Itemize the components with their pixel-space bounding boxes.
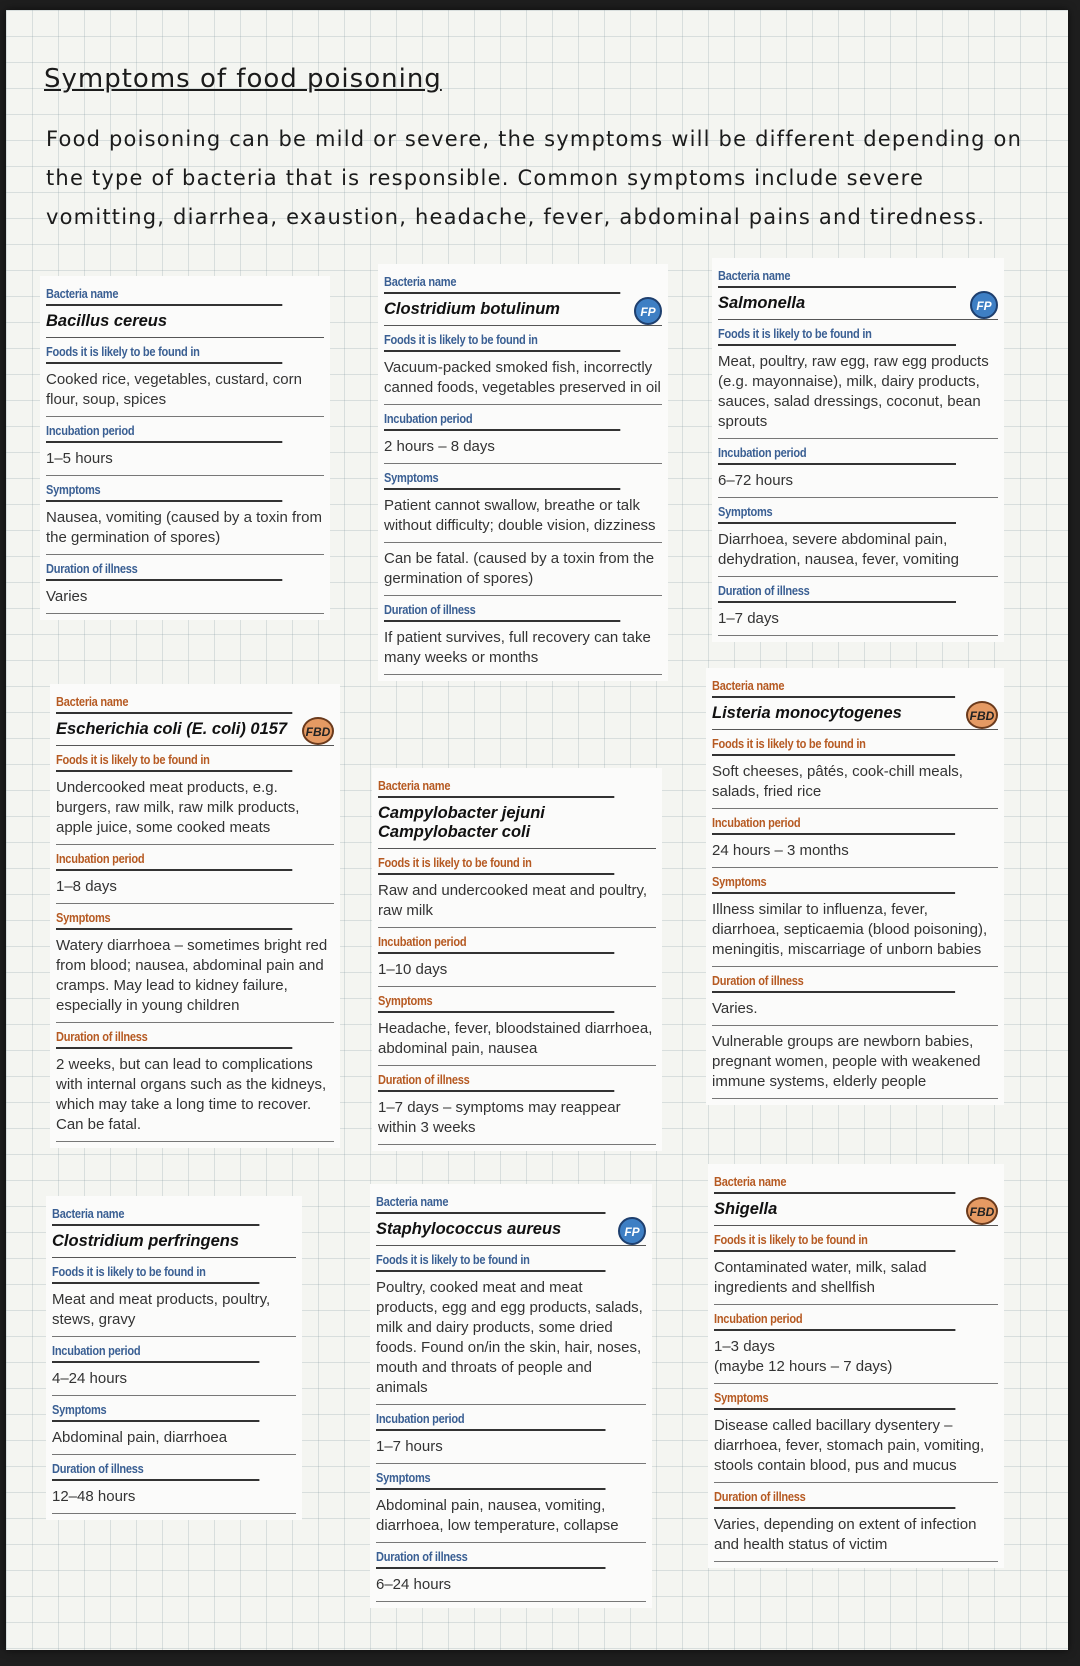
foods-value: Meat, poultry, raw egg, raw egg products (e.g. mayonnaise), milk, dairy products, sauces, salad dressings, coconut, bean sprouts bbox=[718, 346, 998, 439]
duration-label: Duration of illness bbox=[46, 561, 282, 581]
foods-value: Cooked rice, vegetables, custard, corn flour, soup, spices bbox=[46, 364, 324, 417]
incubation-label: Incubation period bbox=[378, 934, 614, 954]
bacteria-name-text: Listeria monocytogenes bbox=[712, 704, 902, 722]
symptoms-value: Headache, fever, bloodstained diarrhoea, abdominal pain, nausea bbox=[378, 1013, 656, 1066]
symptoms-value: Diarrhoea, severe abdominal pain, dehydration, nausea, fever, vomiting bbox=[718, 524, 998, 577]
symptoms-value: Abdominal pain, nausea, vomiting, diarrhoea, low temperature, collapse bbox=[376, 1490, 646, 1543]
incubation-line: 2 hours – 8 days bbox=[384, 438, 495, 455]
incubation-value bbox=[714, 1331, 998, 1384]
bacteria-name-label: Bacteria name bbox=[52, 1206, 259, 1226]
duration-label: Duration of illness bbox=[378, 1072, 614, 1092]
incubation-line: 1–10 days bbox=[378, 961, 448, 978]
page-title: Symptoms of food poisoning bbox=[44, 64, 442, 94]
foods-label: Foods it is likely to be found in bbox=[384, 332, 620, 352]
incubation-value bbox=[378, 954, 656, 987]
bacteria-name-text: Staphylococcus aureus bbox=[376, 1220, 562, 1238]
duration-extra: Vulnerable groups are newborn babies, pregnant women, people with weakened immune systems, elderly people bbox=[712, 1026, 998, 1099]
symptoms-label: Symptoms bbox=[718, 504, 956, 524]
incubation-label: Incubation period bbox=[376, 1411, 606, 1431]
duration-label: Duration of illness bbox=[56, 1029, 292, 1049]
duration-value: 12–48 hours bbox=[52, 1481, 296, 1514]
foods-value: Poultry, cooked meat and meat products, egg and egg products, salads, milk and dairy products, some dried foods. Found on/in the skin, hair, noses, mouth and throats of people and animals bbox=[376, 1272, 646, 1405]
fp-badge: FP bbox=[970, 291, 998, 319]
foods-label: Foods it is likely to be found in bbox=[376, 1252, 606, 1272]
bacteria-card bbox=[378, 264, 668, 681]
symptoms-value: Abdominal pain, diarrhoea bbox=[52, 1422, 296, 1455]
foods-value: Vacuum-packed smoked fish, incorrectly canned foods, vegetables preserved in oil bbox=[384, 352, 662, 405]
bacteria-name bbox=[718, 288, 998, 320]
bacteria-name bbox=[56, 714, 334, 746]
foods-label: Foods it is likely to be found in bbox=[378, 855, 614, 875]
foods-value: Soft cheeses, pâtés, cook-chill meals, salads, fried rice bbox=[712, 756, 998, 809]
bacteria-name-text: Clostridium perfringens bbox=[52, 1232, 240, 1250]
symptoms-value: Disease called bacillary dysentery – diarrhoea, fever, stomach pain, vomiting, stools contain blood, pus and mucus bbox=[714, 1410, 998, 1483]
bacteria-name-label: Bacteria name bbox=[56, 694, 292, 714]
bacteria-name-text: Clostridium botulinum bbox=[384, 300, 560, 318]
incubation-label: Incubation period bbox=[714, 1311, 955, 1331]
foods-label: Foods it is likely to be found in bbox=[56, 752, 292, 772]
bacteria-name bbox=[714, 1194, 998, 1226]
symptoms-label: Symptoms bbox=[376, 1470, 606, 1490]
incubation-line: (maybe 12 hours – 7 days) bbox=[714, 1358, 893, 1375]
foods-label: Foods it is likely to be found in bbox=[714, 1232, 955, 1252]
bacteria-name-text: Escherichia coli (E. coli) 0157 bbox=[56, 720, 288, 738]
bacteria-name-label: Bacteria name bbox=[384, 274, 620, 294]
incubation-label: Incubation period bbox=[712, 815, 955, 835]
bacteria-name bbox=[712, 698, 998, 730]
duration-value: 1–7 days – symptoms may reappear within 3 weeks bbox=[378, 1092, 656, 1145]
duration-value: Varies, depending on extent of infection and health status of victim bbox=[714, 1509, 998, 1562]
bacteria-name-label: Bacteria name bbox=[718, 268, 956, 288]
incubation-label: Incubation period bbox=[46, 423, 282, 443]
foods-label: Foods it is likely to be found in bbox=[712, 736, 955, 756]
bacteria-card bbox=[712, 258, 1004, 642]
incubation-value bbox=[712, 835, 998, 868]
symptoms-value: Nausea, vomiting (caused by a toxin from the germination of spores) bbox=[46, 502, 324, 555]
incubation-value bbox=[376, 1431, 646, 1464]
symptoms-value: Patient cannot swallow, breathe or talk without difficulty; double vision, dizziness bbox=[384, 490, 662, 543]
bacteria-card bbox=[370, 1184, 652, 1608]
duration-value: Varies. bbox=[712, 993, 998, 1026]
foods-label: Foods it is likely to be found in bbox=[52, 1264, 259, 1284]
symptoms-label: Symptoms bbox=[378, 993, 614, 1013]
symptoms-label: Symptoms bbox=[56, 910, 292, 930]
foods-value: Undercooked meat products, e.g. burgers, raw milk, raw milk products, apple juice, some cooked meats bbox=[56, 772, 334, 845]
bacteria-card bbox=[46, 1196, 302, 1520]
bacteria-card bbox=[706, 668, 1004, 1105]
duration-value: 6–24 hours bbox=[376, 1569, 646, 1602]
incubation-value bbox=[718, 465, 998, 498]
bacteria-name-text: Salmonella bbox=[718, 294, 806, 312]
incubation-line: 24 hours – 3 months bbox=[712, 842, 849, 859]
symptoms-value: Watery diarrhoea – sometimes bright red from blood; nausea, abdominal pain and cramps. May lead to kidney failure, especially in young children bbox=[56, 930, 334, 1023]
foods-value: Raw and undercooked meat and poultry, raw milk bbox=[378, 875, 656, 928]
incubation-line: 1–8 days bbox=[56, 878, 117, 895]
bacteria-card bbox=[40, 276, 330, 620]
incubation-label: Incubation period bbox=[718, 445, 956, 465]
symptoms-label: Symptoms bbox=[46, 482, 282, 502]
incubation-line: 1–3 days bbox=[714, 1338, 775, 1355]
foods-label: Foods it is likely to be found in bbox=[718, 326, 956, 346]
incubation-value bbox=[56, 871, 334, 904]
duration-label: Duration of illness bbox=[384, 602, 620, 622]
bacteria-name-label: Bacteria name bbox=[378, 778, 614, 798]
incubation-value bbox=[52, 1363, 296, 1396]
incubation-line: 1–7 hours bbox=[376, 1438, 443, 1455]
foods-label: Foods it is likely to be found in bbox=[46, 344, 282, 364]
bacteria-name-label: Bacteria name bbox=[46, 286, 282, 306]
bacteria-name bbox=[46, 306, 324, 338]
symptoms-label: Symptoms bbox=[52, 1402, 259, 1422]
fbd-badge: FBD bbox=[966, 1197, 998, 1225]
incubation-value bbox=[384, 431, 662, 464]
incubation-label: Incubation period bbox=[52, 1343, 259, 1363]
duration-label: Duration of illness bbox=[376, 1549, 606, 1569]
duration-value: If patient survives, full recovery can take many weeks or months bbox=[384, 622, 662, 675]
incubation-line: 4–24 hours bbox=[52, 1370, 128, 1387]
fp-badge: FP bbox=[618, 1217, 646, 1245]
bacteria-name bbox=[384, 294, 662, 326]
incubation-line: 1–5 hours bbox=[46, 450, 113, 467]
bacteria-name-text: Bacillus cereus bbox=[46, 312, 168, 330]
symptoms-extra: Can be fatal. (caused by a toxin from the germination of spores) bbox=[384, 543, 662, 596]
bacteria-name-label: Bacteria name bbox=[714, 1174, 955, 1194]
duration-label: Duration of illness bbox=[712, 973, 955, 993]
duration-value: 2 weeks, but can lead to complications with internal organs such as the kidneys, which may take a long time to recover. Can be fatal. bbox=[56, 1049, 334, 1142]
fbd-badge: FBD bbox=[302, 717, 334, 745]
intro-paragraph: Food poisoning can be mild or severe, the symptoms will be different depending on the type of bacteria that is responsible. Common symptoms include severe vomitting, diarrhea, exaustion, headache, fever, abdominal pains and tiredness. bbox=[46, 127, 1023, 229]
bacteria-card bbox=[372, 768, 662, 1151]
bacteria-name-label: Bacteria name bbox=[712, 678, 955, 698]
bacteria-card bbox=[708, 1164, 1004, 1568]
fbd-badge: FBD bbox=[966, 701, 998, 729]
incubation-line: 6–72 hours bbox=[718, 472, 794, 489]
foods-value: Contaminated water, milk, salad ingredients and shellfish bbox=[714, 1252, 998, 1305]
symptoms-label: Symptoms bbox=[714, 1390, 955, 1410]
symptoms-label: Symptoms bbox=[712, 874, 955, 894]
duration-value: Varies bbox=[46, 581, 324, 614]
symptoms-label: Symptoms bbox=[384, 470, 620, 490]
bacteria-name bbox=[376, 1214, 646, 1246]
foods-value: Meat and meat products, poultry, stews, gravy bbox=[52, 1284, 296, 1337]
bacteria-name-text-2: Campylobacter coli bbox=[378, 823, 531, 841]
duration-label: Duration of illness bbox=[52, 1461, 259, 1481]
incubation-label: Incubation period bbox=[56, 851, 292, 871]
bacteria-name bbox=[52, 1226, 296, 1258]
duration-label: Duration of illness bbox=[718, 583, 956, 603]
incubation-label: Incubation period bbox=[384, 411, 620, 431]
incubation-value bbox=[46, 443, 324, 476]
bacteria-name-text: Campylobacter jejuni bbox=[378, 804, 545, 822]
bacteria-name bbox=[378, 798, 656, 849]
bacteria-name-label: Bacteria name bbox=[376, 1194, 606, 1214]
bacteria-name-text: Shigella bbox=[714, 1200, 778, 1218]
duration-label: Duration of illness bbox=[714, 1489, 955, 1509]
symptoms-value: Illness similar to influenza, fever, diarrhoea, septicaemia (blood poisoning), meningitis, miscarriage of unborn babies bbox=[712, 894, 998, 967]
bacteria-card bbox=[50, 684, 340, 1148]
fp-badge: FP bbox=[634, 297, 662, 325]
duration-value: 1–7 days bbox=[718, 603, 998, 636]
